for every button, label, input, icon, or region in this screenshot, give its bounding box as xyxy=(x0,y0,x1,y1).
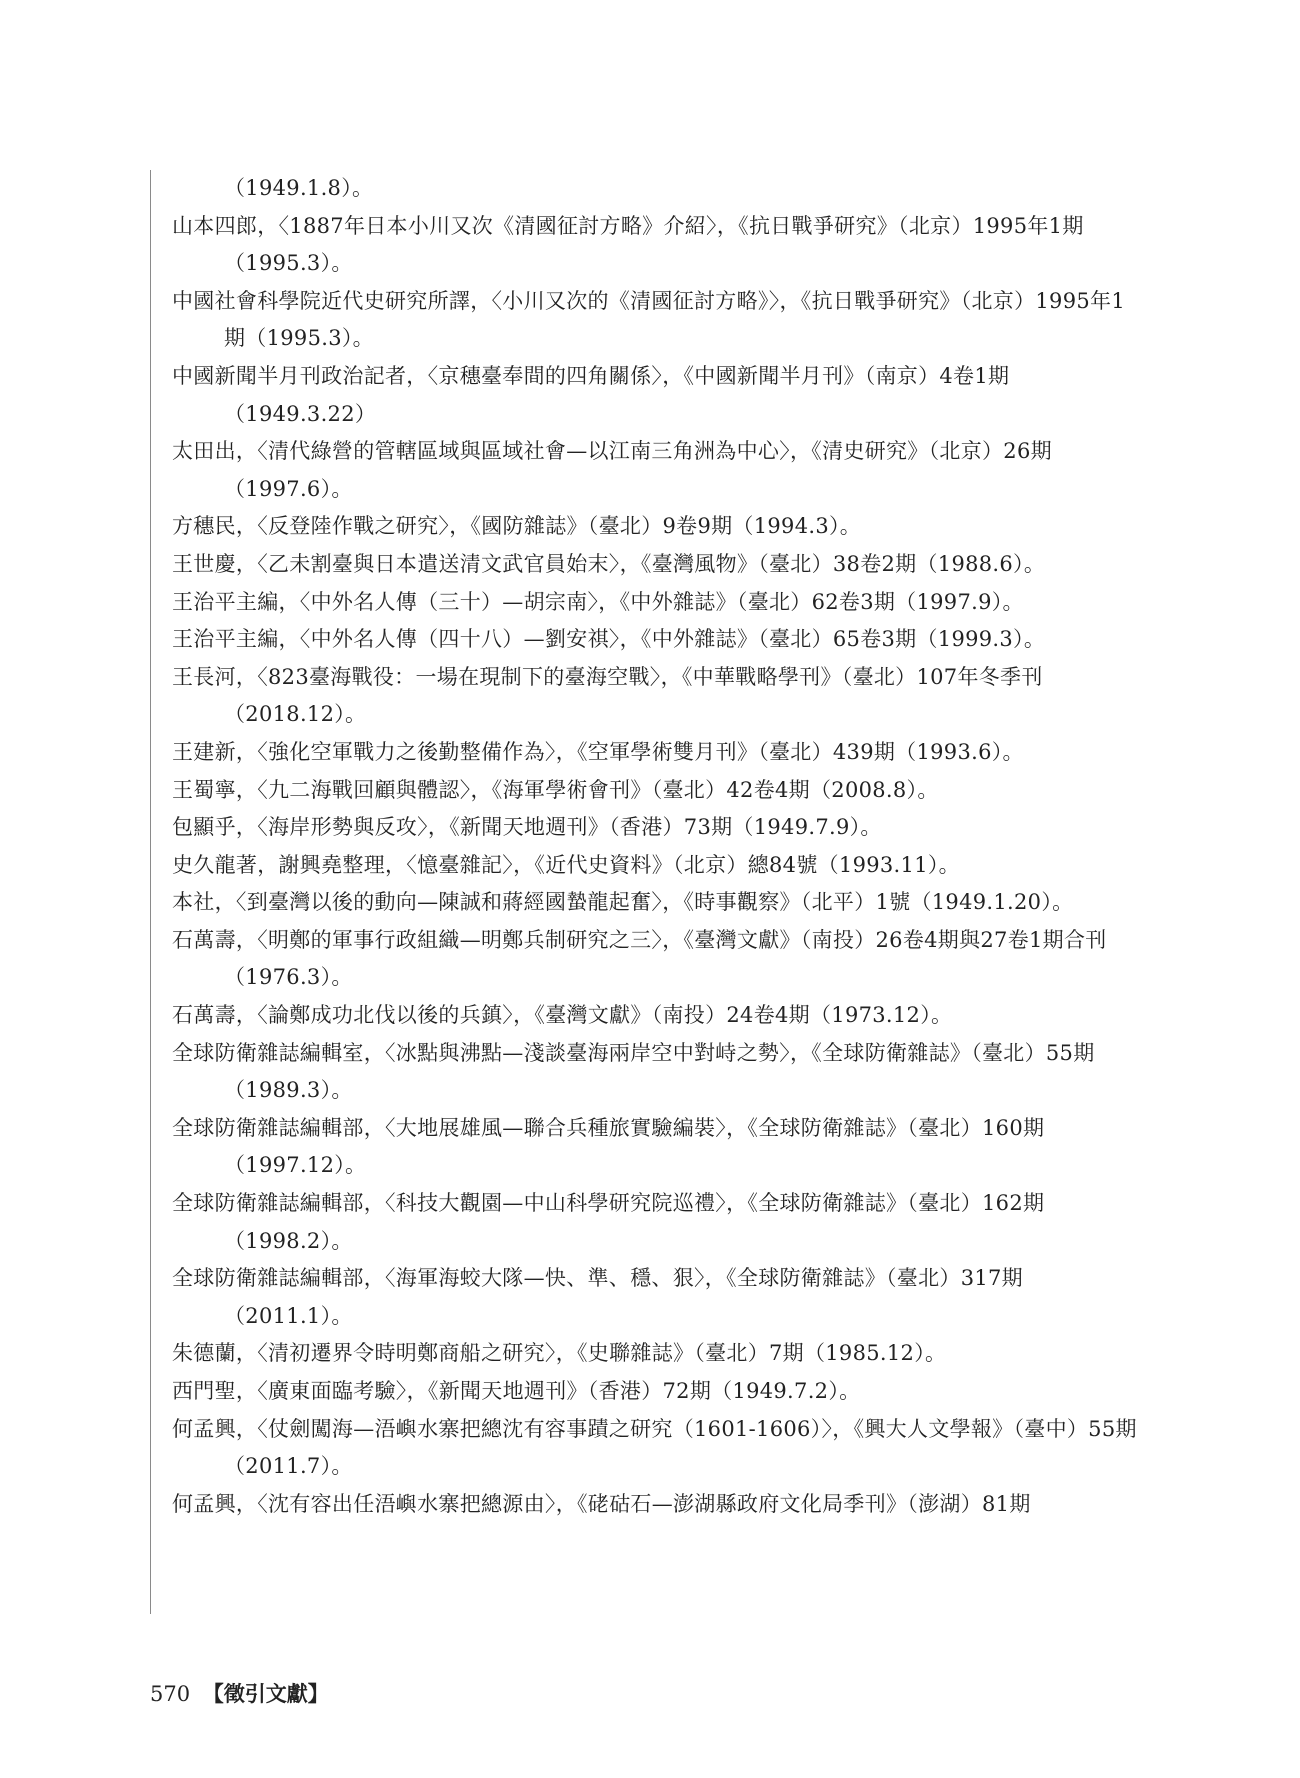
page-number: 570 xyxy=(150,1682,191,1706)
bibliography-entry: 包顯乎，〈海岸形勢與反攻〉，《新聞天地週刊》（香港）73期（1949.7.9）。 xyxy=(172,815,882,840)
bibliography-entry: 全球防衛雜誌編輯部，〈大地展雄風—聯合兵種旅實驗編裝〉，《全球防衛雜誌》（臺北）160期（1997.12）。 xyxy=(172,1115,1045,1178)
bibliography-entry: 方穗民，〈反登陸作戰之研究〉，《國防雜誌》（臺北）9卷9期（1994.3）。 xyxy=(172,514,862,539)
bibliography-entry: 王長河，〈823臺海戰役：一場在現制下的臺海空戰〉，《中華戰略學刊》（臺北）107年冬季刊（2018.12）。 xyxy=(172,664,1043,727)
bibliography-list xyxy=(172,170,1138,1523)
bibliography-entry: 西門聖，〈廣東面臨考驗〉，《新聞天地週刊》（香港）72期（1949.7.2）。 xyxy=(172,1379,861,1403)
bibliography-entry: 王治平主編，〈中外名人傳（三十）—胡宗南〉，《中外雜誌》（臺北）62卷3期（1997.9）。 xyxy=(172,589,1024,614)
bibliography-entry: 全球防衛雜誌編輯室，〈冰點與沸點—淺談臺海兩岸空中對峙之勢〉，《全球防衛雜誌》（臺北）55期（1989.3）。 xyxy=(172,1040,1095,1103)
page-footer xyxy=(150,1678,329,1708)
bibliography-entry: 全球防衛雜誌編輯部，〈科技大觀園—中山科學研究院巡禮〉，《全球防衛雜誌》（臺北）162期（1998.2）。 xyxy=(172,1191,1045,1253)
bibliography-entry: 石萬壽，〈明鄭的軍事行政組織—明鄭兵制研究之三〉，《臺灣文獻》（南投）26卷4期與27卷1期合刊（1976.3）。 xyxy=(172,927,1107,990)
bibliography-entry: 王蜀寧，〈九二海戰回顧與體認〉，《海軍學術會刊》（臺北）42卷4期（2008.8）。 xyxy=(172,777,939,802)
bibliography-entry: 本社，〈到臺灣以後的動向—陳誠和蔣經國蟄龍起奮〉，《時事觀察》（北平）1號（1949.1.20）。 xyxy=(172,890,1074,915)
bibliography-entry: 中國新聞半月刊政治記者，〈京穗臺奉間的四角關係〉，《中國新聞半月刊》（南京）4卷1期（1949.3.22） xyxy=(172,363,1010,426)
margin-rule xyxy=(150,170,151,1614)
bibliography-entry: 何孟興，〈仗劍闖海—浯嶼水寨把總沈有容事蹟之研究（1601-1606）〉，《興大人文學報》（臺中）55期（2011.7）。 xyxy=(172,1416,1137,1479)
bibliography-entry: 山本四郎，〈1887年日本小川又次《清國征討方略》介紹〉，《抗日戰爭研究》（北京）1995年1期（1995.3）。 xyxy=(172,213,1084,276)
bibliography-entry: 王建新，〈強化空軍戰力之後勤整備作為〉，《空軍學術雙月刊》（臺北）439期（1993.6）。 xyxy=(172,739,1024,764)
bibliography-entry-continuation: （1949.1.8）。 xyxy=(224,176,374,200)
bibliography-entry: 中國社會科學院近代史研究所譯，〈小川又次的《清國征討方略》〉，《抗日戰爭研究》（北京）1995年1期（1995.3）。 xyxy=(172,288,1125,351)
bibliography-entry: 朱德蘭，〈清初遷界令時明鄭商船之研究〉，《史聯雜誌》（臺北）7期（1985.12）。 xyxy=(172,1341,947,1366)
section-title: 【徵引文獻】 xyxy=(202,1681,329,1706)
bibliography-entry: 史久龍著，謝興堯整理，〈憶臺雜記〉，《近代史資料》（北京）總84號（1993.11）。 xyxy=(172,852,960,877)
bibliography-entry: 何孟興，〈沈有容出任浯嶼水寨把總源由〉，《硓𥑮石—澎湖縣政府文化局季刊》（澎湖）81期 xyxy=(172,1491,1031,1516)
bibliography-entry: 全球防衛雜誌編輯部，〈海軍海蛟大隊—快、準、穩、狠〉，《全球防衛雜誌》（臺北）317期（2011.1）。 xyxy=(172,1266,1023,1328)
bibliography-entry: 王世慶，〈乙未割臺與日本遣送清文武官員始末〉，《臺灣風物》（臺北）38卷2期（1988.6）。 xyxy=(172,551,1046,576)
bibliography-entry: 太田出，〈清代綠營的管轄區域與區域社會—以江南三角洲為中心〉，《清史研究》（北京）26期（1997.6）。 xyxy=(172,439,1052,501)
bibliography-entry: 石萬壽，〈論鄭成功北伐以後的兵鎮〉，《臺灣文獻》（南投）24卷4期（1973.12）。 xyxy=(172,1003,953,1028)
bibliography-entry: 王治平主編，〈中外名人傳（四十八）—劉安祺〉，《中外雜誌》（臺北）65卷3期（1999.3）。 xyxy=(172,627,1046,652)
